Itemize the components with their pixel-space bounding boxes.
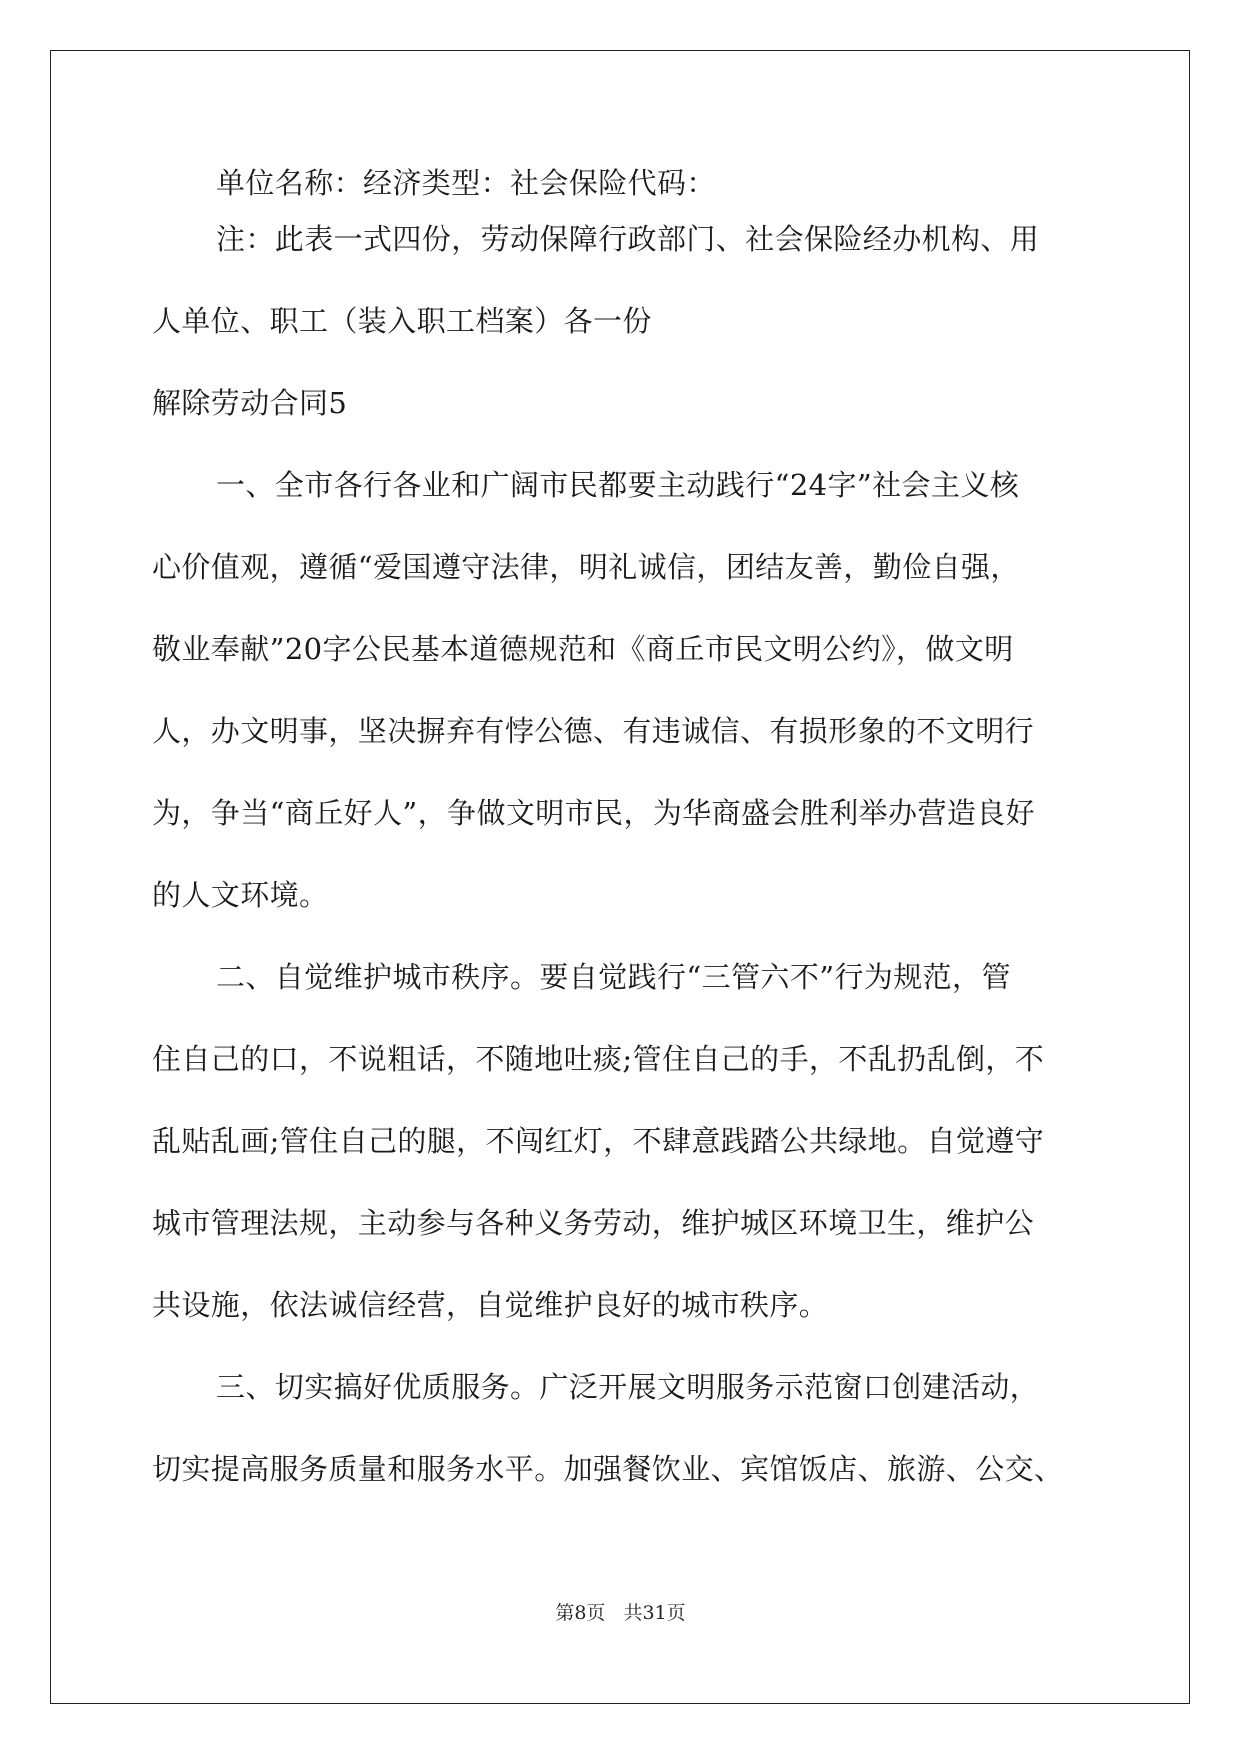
text-line: 注：此表一式四份，劳动保障行政部门、社会保险经办机构、用 xyxy=(216,222,1040,256)
document-body xyxy=(152,168,1092,1510)
text-line: 住自己的口，不说粗话，不随地吐痰;管住自己的手，不乱扔乱倒，不 xyxy=(152,1042,1045,1076)
text-line: 的人文环境。 xyxy=(152,878,329,912)
page-number: 第8页 xyxy=(555,1602,606,1624)
text-line: 共设施，依法诚信经营，自觉维护良好的城市秩序。 xyxy=(152,1288,829,1322)
text-line: 乱贴乱画;管住自己的腿，不闯红灯，不肆意践踏公共绿地。自觉遵守 xyxy=(152,1124,1045,1158)
text-line: 人单位、职工（装入职工档案）各一份 xyxy=(152,304,652,338)
text-line: 单位名称：经济类型：社会保险代码： xyxy=(216,166,716,200)
text-line: 为，争当“商丘好人”，争做文明市民，为华商盛会胜利举办营造良好 xyxy=(152,796,1036,830)
text-line: 城市管理法规，主动参与各种义务劳动，维护城区环境卫生，维护公 xyxy=(152,1206,1035,1240)
total-pages: 共31页 xyxy=(623,1602,686,1624)
page-footer xyxy=(0,1598,1241,1625)
text-line: 人，办文明事，坚决摒弃有悖公德、有违诚信、有损形象的不文明行 xyxy=(152,714,1035,748)
text-line: 切实提高服务质量和服务水平。加强餐饮业、宾馆饭店、旅游、公交、 xyxy=(152,1452,1064,1486)
text-line: 敬业奉献”20字公民基本道德规范和《商丘市民文明公约》，做文明 xyxy=(152,632,1014,666)
text-line: 三、切实搞好优质服务。广泛开展文明服务示范窗口创建活动， xyxy=(216,1370,1040,1404)
text-line: 一、全市各行各业和广阔市民都要主动践行“24字”社会主义核 xyxy=(216,468,1020,502)
section-heading: 解除劳动合同5 xyxy=(152,386,348,420)
text-line: 二、自觉维护城市秩序。要自觉践行“三管六不”行为规范，管 xyxy=(216,960,1011,994)
text-line: 心价值观，遵循“爱国遵守法律，明礼诚信，团结友善，勤俭自强， xyxy=(152,550,1020,584)
